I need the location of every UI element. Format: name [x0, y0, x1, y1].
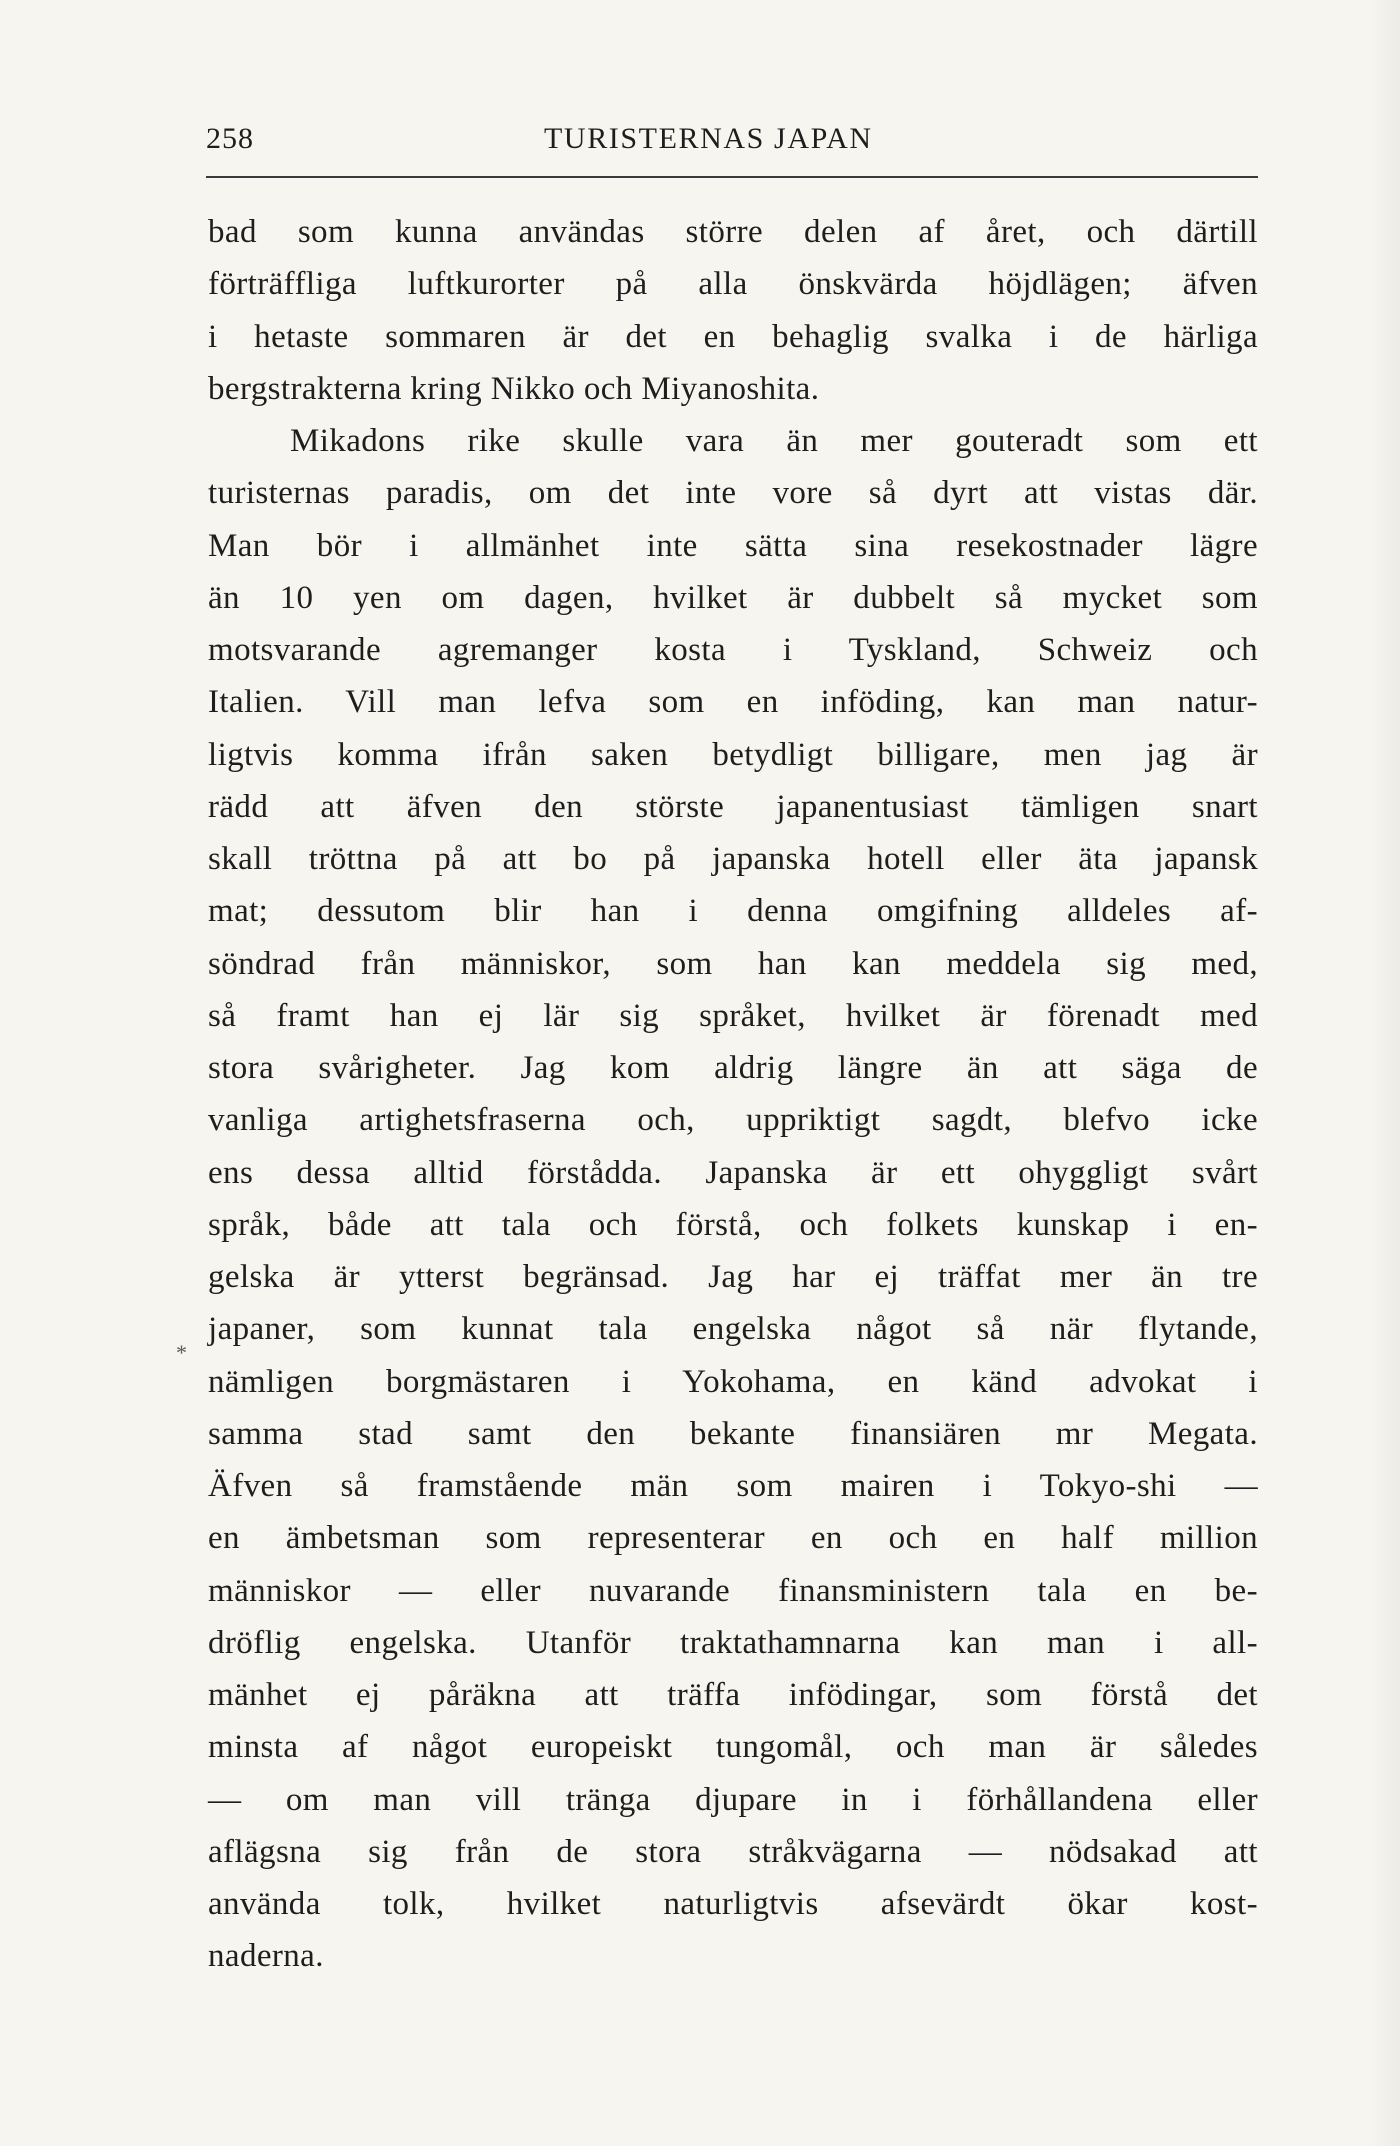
- text-line: så framt han ej lär sig språket, hvilket är förenadt med: [208, 997, 1258, 1034]
- page-header: [206, 122, 1258, 170]
- text-line: dröflig engelska. Utanför traktathamnarna kan man i all-: [208, 1624, 1258, 1661]
- text-line: gelska är ytterst begränsad. Jag har ej träffat mer än tre: [208, 1259, 1258, 1295]
- text-line: söndrad från människor, som han kan meddela sig med,: [208, 945, 1258, 982]
- text-line: naderna.: [208, 1938, 324, 1975]
- text-line: människor — eller nuvarande finansministern tala en be-: [208, 1572, 1258, 1609]
- text-line: bergstrakterna kring Nikko och Miyanoshita.: [208, 370, 820, 407]
- text-line: turisternas paradis, om det inte vore så dyrt att vistas där.: [208, 475, 1258, 512]
- text-line: motsvarande agremanger kosta i Tyskland, Schweiz och: [208, 632, 1258, 668]
- text-line: språk, både att tala och förstå, och folkets kunskap i en-: [208, 1206, 1258, 1243]
- text-line: vanliga artighetsfraserna och, uppriktigt sagdt, blefvo icke: [208, 1102, 1258, 1139]
- text-line: minsta af något europeiskt tungomål, och man är således: [208, 1729, 1258, 1766]
- text-line: skall tröttna på att bo på japanska hotell eller äta japansk: [208, 841, 1258, 877]
- text-line: japaner, som kunnat tala engelska något så när flytande,: [208, 1311, 1258, 1348]
- header-rule: [206, 176, 1258, 178]
- text-line: Italien. Vill man lefva som en inföding, kan man natur-: [208, 684, 1258, 721]
- text-line: bad som kunna användas större delen af året, och därtill: [208, 214, 1258, 250]
- running-title: TURISTERNAS JAPAN: [544, 122, 873, 155]
- text-line: nämligen borgmästaren i Yokohama, en känd advokat i: [208, 1363, 1258, 1400]
- text-line: Äfven så framstående män som mairen i Tokyo-shi —: [208, 1468, 1258, 1504]
- page-edge-shadow: [1370, 0, 1400, 2146]
- text-line: stora svårigheter. Jag kom aldrig längre än att säga de: [208, 1050, 1258, 1086]
- text-line: använda tolk, hvilket naturligtvis afsevärdt ökar kost-: [208, 1886, 1258, 1922]
- text-line: ligtvis komma ifrån saken betydligt billigare, men jag är: [208, 736, 1258, 773]
- text-line: samma stad samt den bekante finansiären mr Megata.: [208, 1415, 1258, 1452]
- text-line: Man bör i allmänhet inte sätta sina resekostnader lägre: [208, 527, 1258, 564]
- text-line: än 10 yen om dagen, hvilket är dubbelt så mycket som: [208, 579, 1258, 616]
- text-line: i hetaste sommaren är det en behaglig svalka i de härliga: [208, 318, 1258, 355]
- text-line: en ämbetsman som representerar en och en half million: [208, 1520, 1258, 1557]
- text-line: aflägsna sig från de stora stråkvägarna — nödsakad att: [208, 1833, 1258, 1870]
- text-line: rädd att äfven den störste japanentusiast tämligen snart: [208, 788, 1258, 825]
- text-line: mat; dessutom blir han i denna omgifning alldeles af-: [208, 893, 1258, 930]
- text-line: ens dessa alltid förstådda. Japanska är ett ohyggligt svårt: [208, 1154, 1258, 1191]
- text-line: förträffliga luftkurorter på alla önskvärda höjdlägen; äfven: [208, 266, 1258, 303]
- margin-speck: *: [176, 1340, 187, 1365]
- text-line: mänhet ej påräkna att träffa infödingar, som förstå det: [208, 1677, 1258, 1713]
- page-number: 258: [206, 122, 254, 155]
- text-line: — om man vill tränga djupare in i förhållandena eller: [208, 1781, 1258, 1818]
- text-line: Mikadons rike skulle vara än mer gouteradt som ett: [290, 423, 1258, 459]
- body-text: [208, 206, 1258, 1983]
